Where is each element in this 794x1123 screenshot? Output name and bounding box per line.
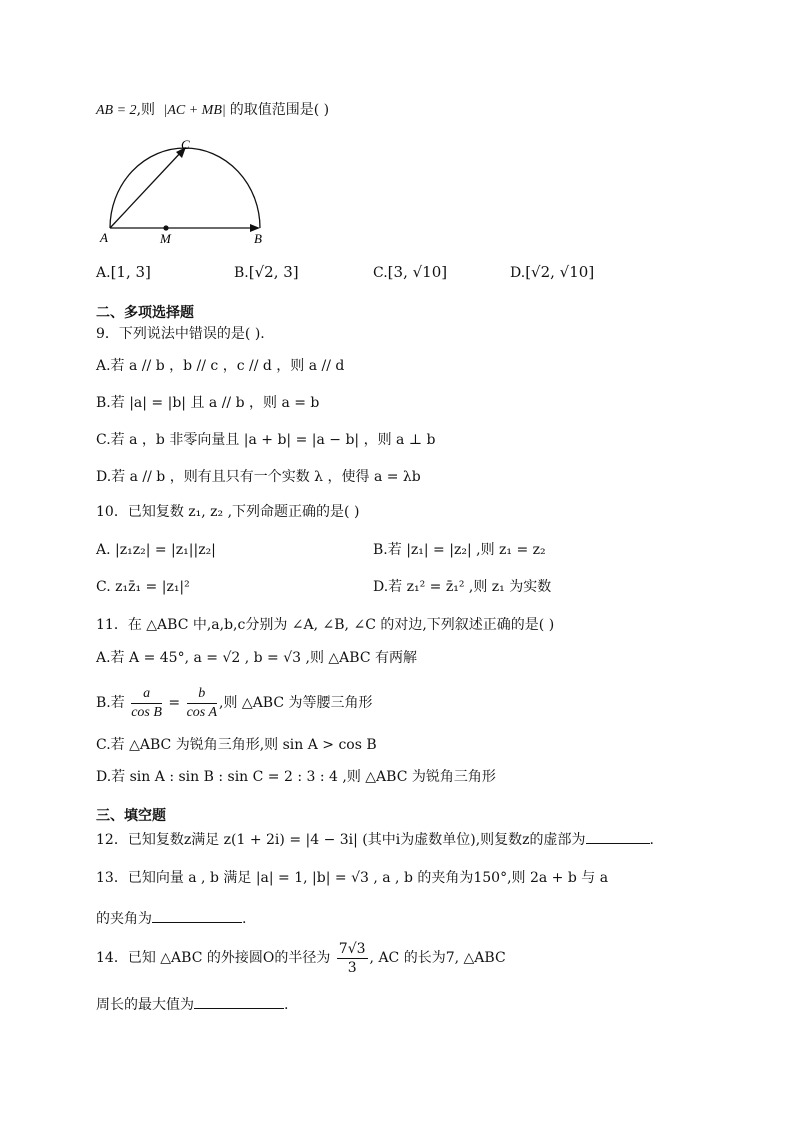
q12-end: .: [649, 832, 654, 848]
q8-option-d-value: [√2, √10]: [525, 263, 595, 281]
q11-frac1-num: a: [131, 685, 162, 704]
q12-stem: [96, 829, 654, 850]
q11-option-b-prefix: B.若: [96, 695, 125, 711]
q8-stem-ab: AB = 2: [96, 103, 137, 118]
label-m: M: [160, 231, 171, 246]
section-fill-in-title: 三、填空题: [96, 808, 166, 824]
q8-semicircle-figure: [96, 138, 296, 248]
q8-option-b[interactable]: [234, 262, 299, 283]
vector-ac: [110, 150, 183, 228]
q11-stem: 11．在 △ABC 中,a,b,c分别为 ∠A, ∠B, ∠C 的对边,下列叙述正确的是( ): [96, 617, 555, 633]
q8-option-c-letter: C.: [373, 265, 388, 281]
q9-option-b[interactable]: B.若 |a| = |b| 且 a // b ，则 a = b: [96, 395, 320, 411]
q11-option-b[interactable]: [96, 684, 373, 722]
q11-frac-b-over-cosa: [187, 685, 217, 722]
q9-stem: 9．下列说法中错误的是( ).: [96, 326, 265, 342]
q13-answer-blank[interactable]: [152, 908, 242, 923]
q13-line2-text: 的夹角为: [96, 911, 152, 927]
q11-frac2-num: b: [187, 685, 217, 704]
q11-option-c[interactable]: C.若 △ABC 为锐角三角形,则 sin A > cos B: [96, 737, 377, 753]
point-m: [163, 225, 168, 230]
q14-radius-fraction: [337, 940, 368, 977]
label-c: C: [181, 138, 190, 152]
q10-option-d[interactable]: D.若 z₁² = z̄₁² ,则 z₁ 为实数: [373, 579, 552, 595]
q11-frac2-den: cos A: [186, 704, 218, 720]
q12-answer-blank[interactable]: [586, 829, 650, 844]
q10-stem: 10．已知复数 z₁, z₂ ,下列命题正确的是( ): [96, 504, 360, 520]
q9-option-a[interactable]: A.若 a // b ，b // c ，c // d ，则 a // d: [96, 358, 345, 374]
q8-option-c-value: [3, √10]: [387, 263, 448, 281]
q14-line1: [96, 938, 506, 978]
section-multiple-choice-title: 二、多项选择题: [96, 305, 194, 321]
q11-option-d[interactable]: D.若 sin A : sin B : sin C = 2 : 3 : 4 ,则 △ABC 为锐角三角形: [96, 769, 496, 785]
q9-option-d[interactable]: D.若 a // b ，则有且只有一个实数 λ ，使得 a = λb: [96, 469, 421, 485]
q14-line2-text: 周长的最大值为: [96, 997, 194, 1013]
q8-stem-then: ,则: [136, 102, 156, 118]
q8-option-c[interactable]: [373, 262, 447, 283]
q14-answer-blank[interactable]: [194, 994, 284, 1009]
label-a: A: [100, 230, 108, 245]
q9-option-c[interactable]: C.若 a ，b 非零向量且 |a + b| = |a − b| ，则 a ⊥ b: [96, 432, 436, 448]
q8-option-a-letter: A.: [96, 265, 111, 281]
q8-option-a[interactable]: [96, 262, 151, 283]
q10-option-a[interactable]: A. |z₁z₂| = |z₁||z₂|: [96, 542, 216, 558]
q13-line1: 13．已知向量 a , b 满足 |a| = 1, |b| = √3 , a , b 的夹角为150°,则 2a + b 与 a: [96, 870, 609, 886]
q8-expr: |AC + MB|: [163, 103, 226, 118]
semicircle-arc: [110, 148, 260, 228]
q14-end: .: [284, 997, 289, 1013]
q12-stem-text: 12．已知复数z满足 z(1 + 2i) = |4 − 3i| (其中i为虚数单位),则复数z的虚部为: [96, 832, 586, 848]
q14-frac-den: 3: [347, 959, 357, 976]
q8-option-b-value: [√2, 3]: [248, 263, 299, 281]
q14-suffix: , AC 的长为7, △ABC: [369, 950, 506, 966]
q10-option-b[interactable]: B.若 |z₁| = |z₂| ,则 z₁ = z₂: [373, 542, 546, 558]
q14-line2: [96, 994, 288, 1015]
q11-option-a[interactable]: A.若 A = 45°, a = √2 , b = √3 ,则 △ABC 有两解: [96, 650, 417, 666]
q11-option-b-eq: =: [168, 695, 181, 711]
q11-option-b-suffix: ,则 △ABC 为等腰三角形: [219, 695, 373, 711]
q14-frac-num: 7√3: [338, 940, 366, 957]
q13-end: .: [242, 911, 247, 927]
q10-option-c[interactable]: C. z₁z̄₁ = |z₁|²: [96, 579, 190, 595]
label-b: B: [254, 231, 262, 246]
q14-prefix: 14．已知 △ABC 的外接圆O的半径为: [96, 950, 331, 966]
q8-stem: [96, 100, 329, 121]
q11-frac1-den: cos B: [131, 704, 162, 720]
q8-option-d[interactable]: [510, 262, 594, 283]
q8-option-a-value: [1, 3]: [110, 263, 151, 281]
q13-line2: [96, 908, 246, 929]
q8-option-d-letter: D.: [510, 265, 526, 281]
q8-stem-tail: 的取值范围是( ): [229, 102, 330, 118]
q11-frac-a-over-cosb: [131, 685, 162, 722]
q8-option-b-letter: B.: [234, 265, 249, 281]
